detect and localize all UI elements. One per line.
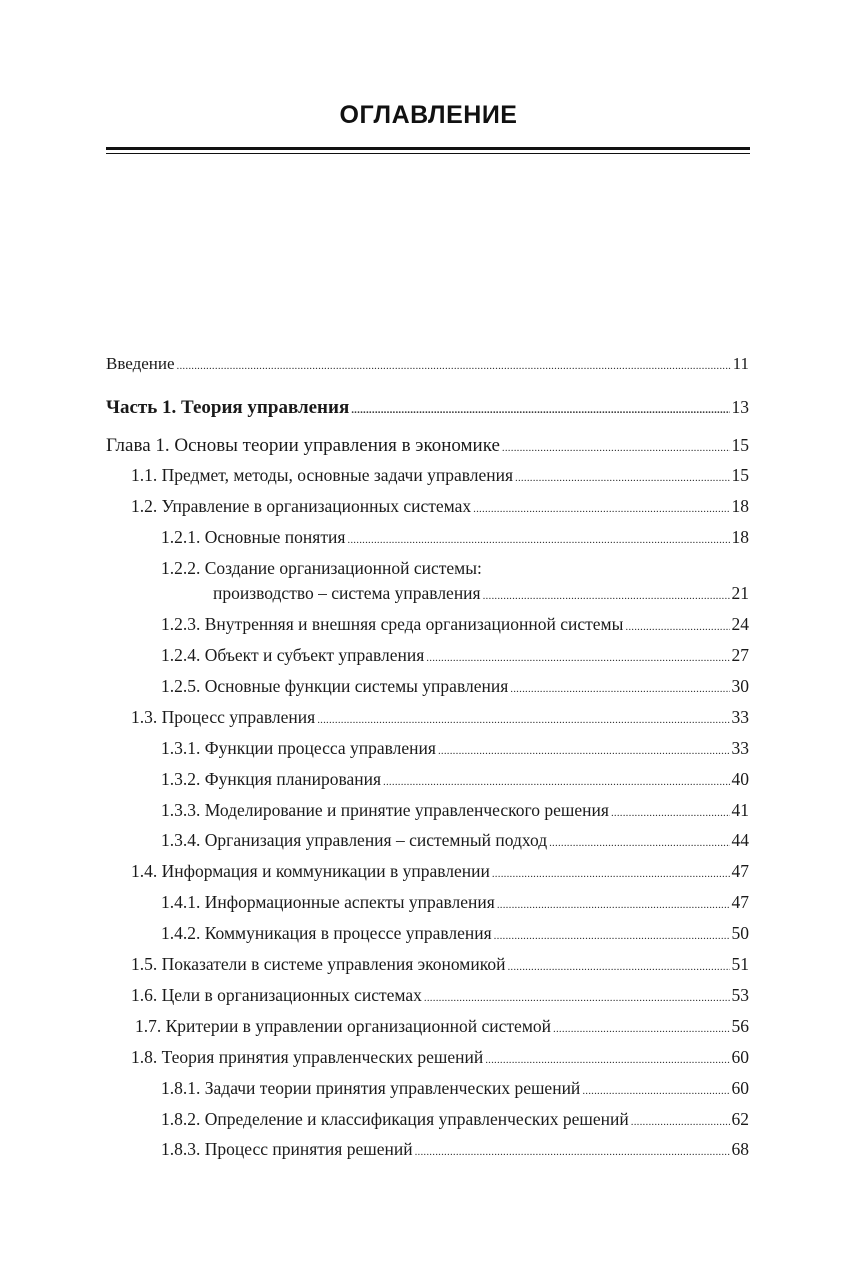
- dot-leader: [625, 615, 729, 639]
- toc-entry-label: Введение: [106, 354, 175, 373]
- toc-page-number: 15: [731, 435, 749, 455]
- toc-entry-label: 1.8.1. Задачи теории принятия управленческих решений: [161, 1078, 581, 1098]
- toc-page-number: 33: [731, 738, 749, 758]
- toc-page-number: 60: [731, 1047, 749, 1067]
- toc-entry-1-6[interactable]: [131, 983, 749, 1007]
- toc-entry-1-8-1[interactable]: [161, 1076, 749, 1100]
- toc-entry-label: 1.3.3. Моделирование и принятие управленческого решения: [161, 800, 609, 820]
- toc-entry-label: 1.4.2. Коммуникация в процессе управления: [161, 923, 492, 943]
- toc-page-number: 18: [731, 496, 749, 516]
- toc-entry-label: 1.3.1. Функции процесса управления: [161, 738, 436, 758]
- toc-page-number: 47: [731, 861, 749, 881]
- toc-entry-1-3-3[interactable]: [161, 798, 749, 822]
- toc-entry-1-8[interactable]: [131, 1045, 749, 1069]
- page-title: ОГЛАВЛЕНИЕ: [339, 101, 518, 129]
- toc-entry-1-3-4[interactable]: [161, 828, 749, 852]
- toc-entry-1-3-1[interactable]: [161, 736, 749, 760]
- toc-entry-1-2-5[interactable]: [161, 674, 749, 698]
- dot-leader: [553, 1017, 729, 1041]
- toc-entry-label: 1.2.3. Внутренняя и внешняя среда организационной системы: [161, 614, 624, 634]
- dot-leader: [494, 924, 730, 948]
- toc-entry-1-2-4[interactable]: [161, 643, 749, 667]
- toc-page-number: 51: [731, 954, 749, 974]
- toc-page-number: 62: [731, 1109, 749, 1129]
- toc-entry-label: 1.5. Показатели в системе управления экономикой: [131, 954, 506, 974]
- toc-entry-1-2-3[interactable]: [161, 612, 749, 636]
- toc-entry-label: 1.6. Цели в организационных системах: [131, 985, 422, 1005]
- toc-page-number: 68: [731, 1139, 749, 1159]
- toc-page-number: 21: [731, 583, 749, 603]
- dot-leader: [497, 893, 730, 917]
- toc-entry-label: 1.2.1. Основные понятия: [161, 527, 346, 547]
- dot-leader: [582, 1079, 729, 1103]
- toc-entry-1-5[interactable]: [131, 952, 749, 976]
- toc-entry-1-4-2[interactable]: [161, 921, 749, 945]
- dot-leader: [483, 584, 730, 608]
- toc-page-number: 27: [731, 645, 749, 665]
- toc-entry-1-1[interactable]: [131, 463, 749, 487]
- dot-leader: [473, 497, 729, 521]
- toc-page-number: 24: [731, 614, 749, 634]
- toc-page-number: 56: [731, 1016, 749, 1036]
- toc-entry-intro[interactable]: [106, 352, 749, 376]
- dot-leader: [415, 1140, 730, 1164]
- title-rule-thin: [106, 153, 750, 154]
- toc-entry-1-8-2[interactable]: [161, 1107, 749, 1131]
- toc-entry-label: 1.4. Информация и коммуникации в управлении: [131, 861, 490, 881]
- toc-entry-label: производство – система управления: [213, 583, 481, 603]
- dot-leader: [317, 708, 729, 732]
- toc-page-number: 30: [731, 676, 749, 696]
- dot-leader: [438, 739, 730, 763]
- toc-entry-label: 1.3. Процесс управления: [131, 707, 316, 727]
- dot-leader: [424, 986, 730, 1010]
- toc-page-number: 60: [731, 1078, 749, 1098]
- toc-page-number: 13: [731, 397, 749, 417]
- dot-leader: [351, 398, 729, 422]
- toc-entry-1-2-2-line1: 1.2.2. Создание организационной системы:: [161, 558, 482, 578]
- toc-entry-1-3[interactable]: [131, 705, 749, 729]
- toc-page-number: 50: [731, 923, 749, 943]
- dot-leader: [549, 831, 729, 855]
- toc-page-number: 40: [731, 769, 749, 789]
- toc-entry-label: 1.3.4. Организация управления – системный подход: [161, 830, 548, 850]
- toc-entry-label: Глава 1. Основы теории управления в экономике: [106, 435, 500, 456]
- dot-leader: [510, 677, 729, 701]
- toc-page-number: 18: [731, 527, 749, 547]
- toc-page-number: 47: [731, 892, 749, 912]
- toc-page-number: 53: [731, 985, 749, 1005]
- toc-entry-label: 1.1. Предмет, методы, основные задачи управления: [131, 465, 514, 485]
- toc-entry-label: 1.2.4. Объект и субъект управления: [161, 645, 425, 665]
- dot-leader: [507, 955, 729, 979]
- toc-page-number: 15: [731, 465, 749, 485]
- title-rule-thick: [106, 147, 750, 150]
- dot-leader: [502, 436, 730, 460]
- toc-entry-label: Часть 1. Теория управления: [106, 397, 350, 418]
- dot-leader: [177, 354, 731, 378]
- toc-entry-1-8-3[interactable]: [161, 1137, 749, 1161]
- dot-leader: [611, 801, 730, 825]
- toc-entry-label: 1.8.3. Процесс принятия решений: [161, 1139, 413, 1159]
- toc-entry-1-3-2[interactable]: [161, 767, 749, 791]
- toc-entry-chapter-1[interactable]: [106, 433, 749, 457]
- toc-entry-label: 1.2.5. Основные функции системы управления: [161, 676, 509, 696]
- toc-entry-label: 1.7. Критерии в управлении организационной системой: [135, 1016, 552, 1036]
- toc-page-number: 11: [732, 354, 749, 373]
- toc-entry-1-4-1[interactable]: [161, 890, 749, 914]
- toc-entry-1-4[interactable]: [131, 859, 749, 883]
- toc-entry-1-7[interactable]: [135, 1014, 749, 1038]
- toc-entry-part-1[interactable]: [106, 395, 749, 419]
- dot-leader: [492, 862, 730, 886]
- toc-entry-label: 1.4.1. Информационные аспекты управления: [161, 892, 495, 912]
- dot-leader: [383, 770, 729, 794]
- toc-entry-1-2-1[interactable]: [161, 525, 749, 549]
- dot-leader: [631, 1110, 730, 1134]
- toc-entry-label: 1.2. Управление в организационных системах: [131, 496, 472, 516]
- toc-entry-label: 1.3.2. Функция планирования: [161, 769, 382, 789]
- dot-leader: [347, 528, 729, 552]
- dot-leader: [515, 466, 729, 490]
- toc-page-number: 41: [731, 800, 749, 820]
- toc-entry-1-2[interactable]: [131, 494, 749, 518]
- toc-entry-1-2-2[interactable]: [213, 581, 749, 605]
- toc-page-number: 44: [731, 830, 749, 850]
- dot-leader: [426, 646, 729, 670]
- toc-entry-label: 1.8. Теория принятия управленческих решений: [131, 1047, 484, 1067]
- dot-leader: [485, 1048, 729, 1072]
- toc-entry-label: 1.8.2. Определение и классификация управленческих решений: [161, 1109, 629, 1129]
- toc-page-number: 33: [731, 707, 749, 727]
